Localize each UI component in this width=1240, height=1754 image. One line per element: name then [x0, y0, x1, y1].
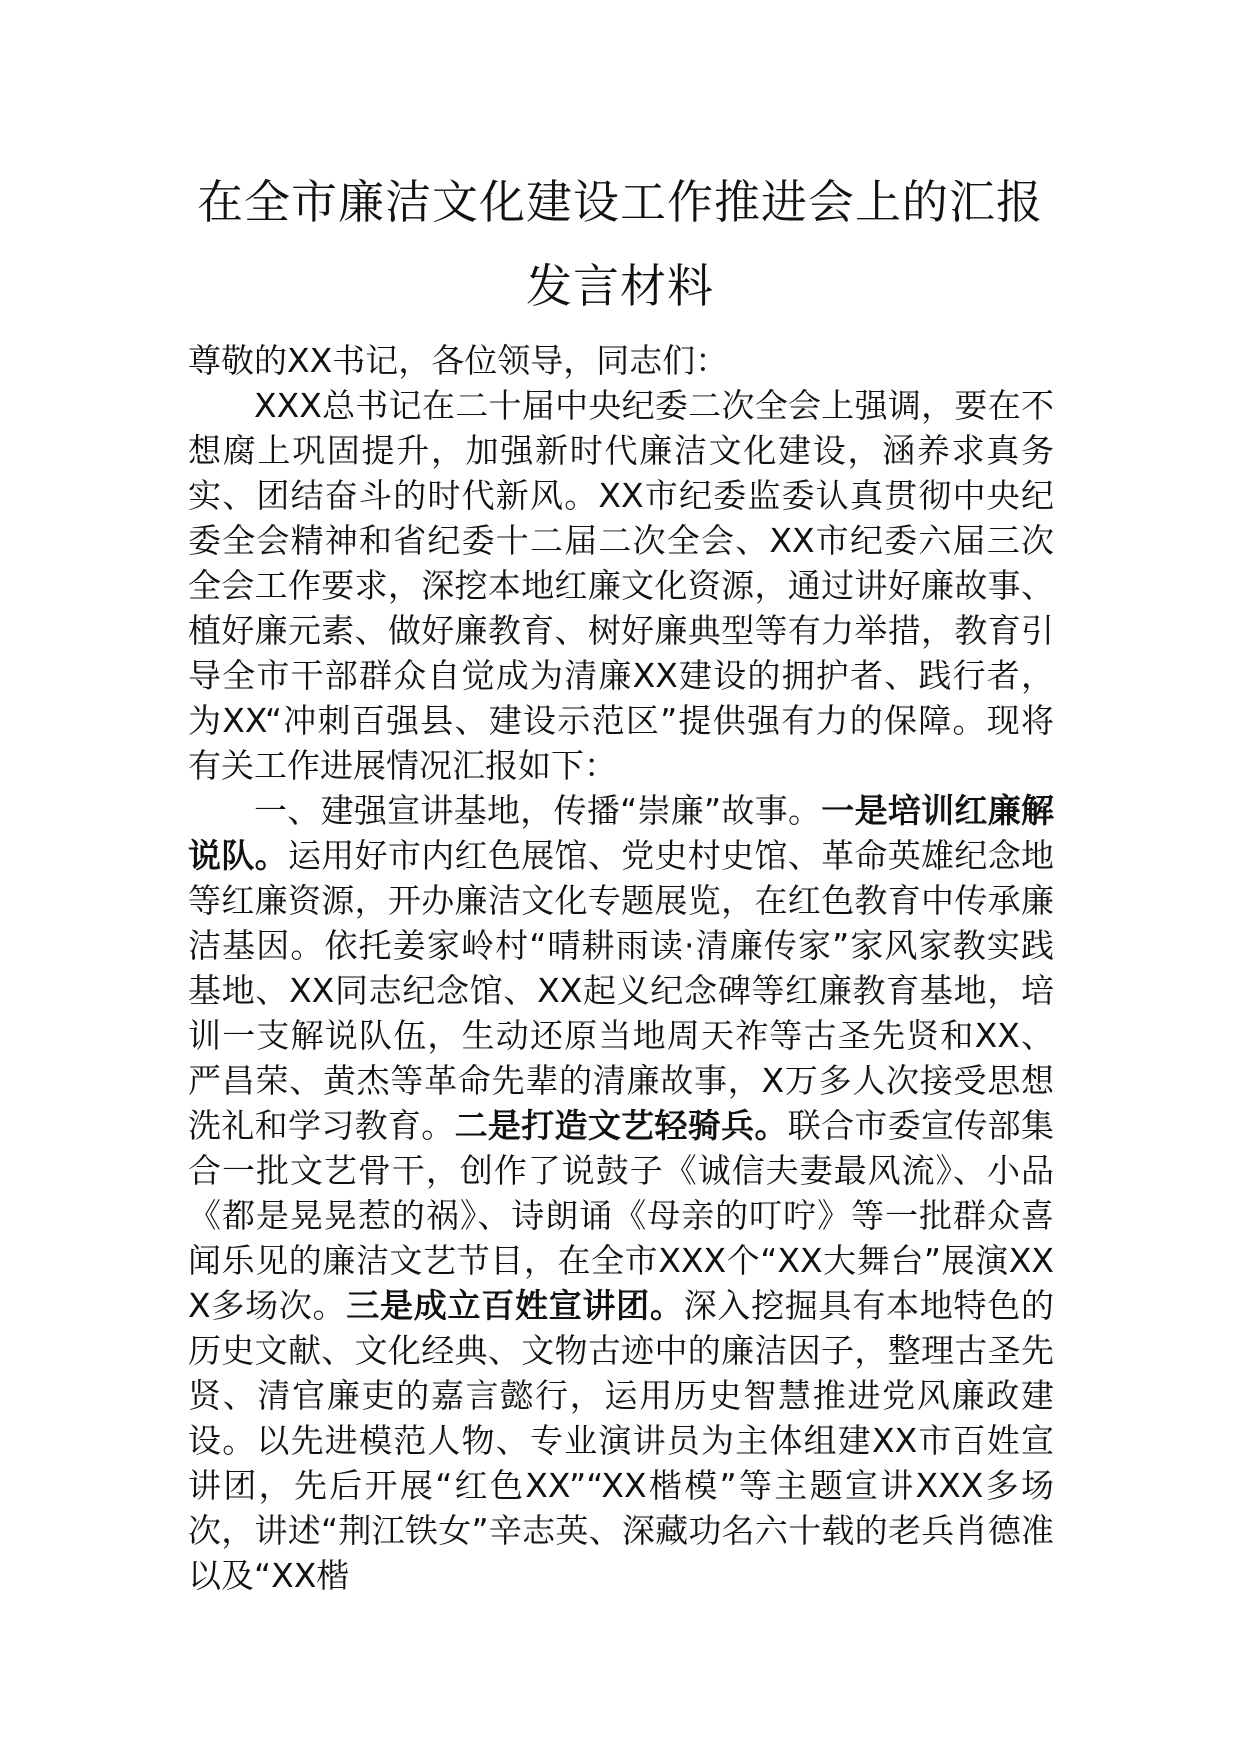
point-2-label: 二是打造文艺轻骑兵。 [454, 1106, 788, 1145]
salutation: 尊敬的XX书记，各位领导，同志们： [188, 341, 729, 380]
paragraph-intro: XXX总书记在二十届中央纪委二次全会上强调，要在不想腐上巩固提升，加强新时代廉洁文化建设，涵养求真务实、团结奋斗的时代新风。XX市纪委监委认真贯彻中央纪委全会精神和省纪委十二届二次全会、XX市纪委六届三次全会工作要求，深挖本地红廉文化资源，通过讲好廉故事、植好廉元素、做好廉教育、树好廉典型等有力举措，教育引导全市干部群众自觉成为清廉XX建设的拥护者、践行者，为XX“冲刺百强县、建设示范区”提供强有力的保障。现将有关工作进展情况汇报如下： [188, 386, 1054, 785]
point-3-label: 三是成立百姓宣讲团。 [346, 1286, 684, 1325]
point-1-text: 运用好市内红色展馆、党史村史馆、革命英雄纪念地等红廉资源，开办廉洁文化专题展览，在红色教育中传承廉洁基因。依托姜家岭村“晴耕雨读·清廉传家”家风家教实践基地、XX同志纪念馆、XX起义纪念碑等红廉教育基地，培训一支解说队伍，生动还原当地周天祚等古圣先贤和XX、严昌荣、黄杰等革命先辈的清廉故事，X万多人次接受思想洗礼和学习教育。 [188, 836, 1055, 1145]
paragraph-section-1 [188, 788, 1054, 1598]
section-1-heading: 一、建强宣讲基地，传播“崇廉”故事。 [254, 791, 822, 830]
document-title-line-1: 在全市廉洁文化建设工作推进会上的汇报 [197, 175, 1043, 229]
point-2-text: 联合市委宣传部集合一批文艺骨干，创作了说鼓子《诚信夫妻最风流》、小品《都是晃晃惹的祸》、诗朗诵《母亲的叮咛》等一批群众喜闻乐见的廉洁文艺节目，在全市XXX个“XX大舞台”展演XXX多场次。 [188, 1106, 1055, 1325]
document-title-line-2: 发言材料 [526, 259, 714, 313]
point-1-label: 一是培训红廉解说队。 [188, 791, 1054, 875]
point-3-text: 深入挖掘具有本地特色的历史文献、文化经典、文物古迹中的廉洁因子，整理古圣先贤、清官廉吏的嘉言懿行，运用历史智慧推进党风廉政建设。以先进模范人物、专业演讲员为主体组建XX市百姓宣讲团，先后开展“红色XX”“XX楷模”等主题宣讲XXX多场次，讲述“荆江铁女”辛志英、深藏功名六十载的老兵肖德准以及“XX楷 [188, 1286, 1055, 1595]
document-body [188, 338, 1054, 1598]
